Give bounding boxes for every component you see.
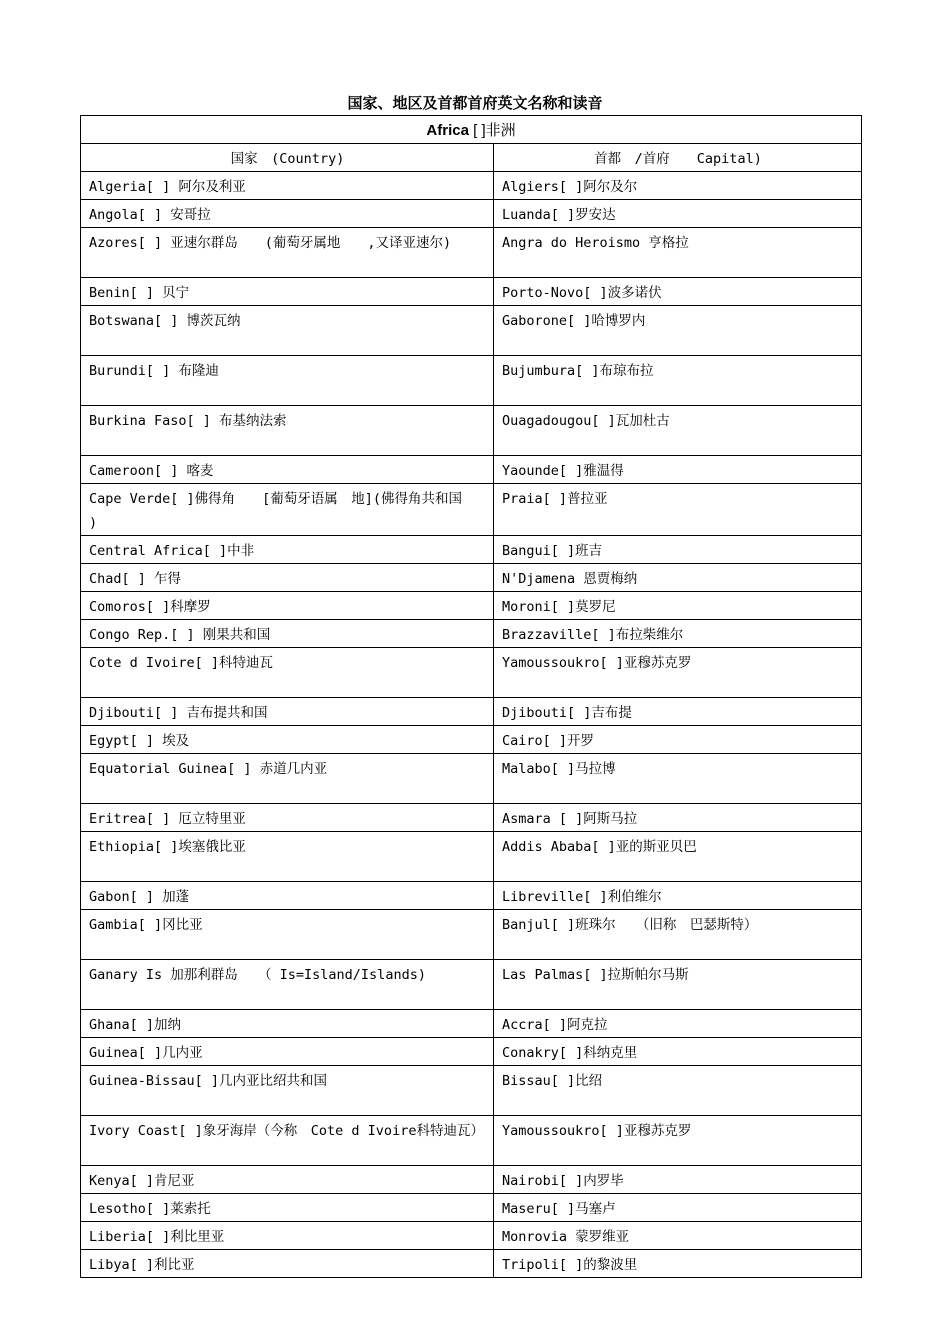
table-row xyxy=(81,1116,862,1166)
table-row xyxy=(81,1010,862,1038)
capital-cell: Algiers[ ]阿尔及尔 xyxy=(494,172,862,200)
capital-cell: Yaounde[ ]雅温得 xyxy=(494,456,862,484)
table-row xyxy=(81,356,862,406)
country-cell: Benin[ ] 贝宁 xyxy=(81,278,494,306)
country-cell: Gabon[ ] 加蓬 xyxy=(81,882,494,910)
table-row xyxy=(81,1250,862,1278)
region-header xyxy=(81,116,862,144)
capital-cell: Porto-Novo[ ]波多诺伏 xyxy=(494,278,862,306)
country-cell: Azores[ ] 亚速尔群岛 (葡萄牙属地 ,又译亚速尔) xyxy=(81,228,494,278)
capital-cell: Banjul[ ]班珠尔 （旧称 巴瑟斯特） xyxy=(494,910,862,960)
table-row xyxy=(81,456,862,484)
country-cell: Congo Rep.[ ] 刚果共和国 xyxy=(81,620,494,648)
table-row xyxy=(81,406,862,456)
page-title: 国家、地区及首都首府英文名称和读音 xyxy=(347,94,603,112)
country-cell: Ethiopia[ ]埃塞俄比亚 xyxy=(81,832,494,882)
table-row xyxy=(81,832,862,882)
country-cell: Algeria[ ] 阿尔及利亚 xyxy=(81,172,494,200)
column-header-row xyxy=(81,144,862,172)
country-column-header: 国家 (Country) xyxy=(81,144,494,172)
table-row xyxy=(81,306,862,356)
capital-cell: Moroni[ ]莫罗尼 xyxy=(494,592,862,620)
country-cell: Angola[ ] 安哥拉 xyxy=(81,200,494,228)
capital-cell: Las Palmas[ ]拉斯帕尔马斯 xyxy=(494,960,862,1010)
table-row xyxy=(81,754,862,804)
country-cell: Chad[ ] 乍得 xyxy=(81,564,494,592)
country-capital-table xyxy=(80,115,862,1278)
country-cell: Botswana[ ] 博茨瓦纳 xyxy=(81,306,494,356)
table-row xyxy=(81,1038,862,1066)
capital-cell: Ouagadougou[ ]瓦加杜古 xyxy=(494,406,862,456)
table-row xyxy=(81,882,862,910)
capital-cell: Yamoussoukro[ ]亚穆苏克罗 xyxy=(494,1116,862,1166)
table-row xyxy=(81,1194,862,1222)
country-cell: Guinea[ ]几内亚 xyxy=(81,1038,494,1066)
country-cell: Cameroon[ ] 喀麦 xyxy=(81,456,494,484)
table-row xyxy=(81,960,862,1010)
table-row xyxy=(81,698,862,726)
table-row xyxy=(81,592,862,620)
country-cell: Ganary Is 加那利群岛 （ Is=Island/Islands) xyxy=(81,960,494,1010)
region-phonetic: [ ]非洲 xyxy=(468,122,516,139)
table-row xyxy=(81,910,862,960)
capital-cell: Accra[ ]阿克拉 xyxy=(494,1010,862,1038)
capital-column-header: 首都 /首府 Capital) xyxy=(494,144,862,172)
table-row xyxy=(81,648,862,698)
region-name: Africa xyxy=(426,122,469,139)
country-cell: Liberia[ ]利比里亚 xyxy=(81,1222,494,1250)
capital-cell: Bissau[ ]比绍 xyxy=(494,1066,862,1116)
country-cell: Burkina Faso[ ] 布基纳法索 xyxy=(81,406,494,456)
capital-cell: Cairo[ ]开罗 xyxy=(494,726,862,754)
country-cell: Cape Verde[ ]佛得角 [葡萄牙语属 地](佛得角共和国 ) xyxy=(81,484,494,536)
capital-cell: Praia[ ]普拉亚 xyxy=(494,484,862,536)
country-cell: Central Africa[ ]中非 xyxy=(81,536,494,564)
capital-cell: Tripoli[ ]的黎波里 xyxy=(494,1250,862,1278)
country-cell: Ghana[ ]加纳 xyxy=(81,1010,494,1038)
table-body xyxy=(81,116,862,1278)
capital-cell: Nairobi[ ]内罗毕 xyxy=(494,1166,862,1194)
capital-cell: Addis Ababa[ ]亚的斯亚贝巴 xyxy=(494,832,862,882)
table-row xyxy=(81,200,862,228)
table-row xyxy=(81,278,862,306)
capital-cell: Angra do Heroismo 亨格拉 xyxy=(494,228,862,278)
capital-cell: Malabo[ ]马拉博 xyxy=(494,754,862,804)
table-row xyxy=(81,228,862,278)
table-row xyxy=(81,536,862,564)
country-cell: Burundi[ ] 布隆迪 xyxy=(81,356,494,406)
country-cell: Kenya[ ]肯尼亚 xyxy=(81,1166,494,1194)
table-row xyxy=(81,172,862,200)
table-row xyxy=(81,804,862,832)
country-cell: Eritrea[ ] 厄立特里亚 xyxy=(81,804,494,832)
capital-cell: Djibouti[ ]吉布提 xyxy=(494,698,862,726)
capital-cell: Gaborone[ ]哈博罗内 xyxy=(494,306,862,356)
country-cell: Lesotho[ ]莱索托 xyxy=(81,1194,494,1222)
capital-cell: Yamoussoukro[ ]亚穆苏克罗 xyxy=(494,648,862,698)
table-row xyxy=(81,484,862,536)
country-cell: Cote d Ivoire[ ]科特迪瓦 xyxy=(81,648,494,698)
country-cell: Guinea-Bissau[ ]几内亚比绍共和国 xyxy=(81,1066,494,1116)
country-cell: Djibouti[ ] 吉布提共和国 xyxy=(81,698,494,726)
capital-cell: Bujumbura[ ]布琼布拉 xyxy=(494,356,862,406)
capital-cell: Monrovia 蒙罗维亚 xyxy=(494,1222,862,1250)
country-cell: Libya[ ]利比亚 xyxy=(81,1250,494,1278)
capital-cell: Asmara [ ]阿斯马拉 xyxy=(494,804,862,832)
table-row xyxy=(81,564,862,592)
country-cell: Egypt[ ] 埃及 xyxy=(81,726,494,754)
capital-cell: Conakry[ ]科纳克里 xyxy=(494,1038,862,1066)
table-row xyxy=(81,1166,862,1194)
capital-cell: Brazzaville[ ]布拉柴维尔 xyxy=(494,620,862,648)
capital-cell: N'Djamena 恩贾梅纳 xyxy=(494,564,862,592)
country-cell: Equatorial Guinea[ ] 赤道几内亚 xyxy=(81,754,494,804)
country-cell: Comoros[ ]科摩罗 xyxy=(81,592,494,620)
capital-cell: Luanda[ ]罗安达 xyxy=(494,200,862,228)
table-row xyxy=(81,620,862,648)
table-row xyxy=(81,1066,862,1116)
capital-cell: Libreville[ ]利伯维尔 xyxy=(494,882,862,910)
table-row xyxy=(81,1222,862,1250)
capital-cell: Bangui[ ]班吉 xyxy=(494,536,862,564)
region-row xyxy=(81,116,862,144)
country-cell: Ivory Coast[ ]象牙海岸（今称 Cote d Ivoire科特迪瓦） xyxy=(81,1116,494,1166)
country-cell: Gambia[ ]冈比亚 xyxy=(81,910,494,960)
table-row xyxy=(81,726,862,754)
capital-cell: Maseru[ ]马塞卢 xyxy=(494,1194,862,1222)
